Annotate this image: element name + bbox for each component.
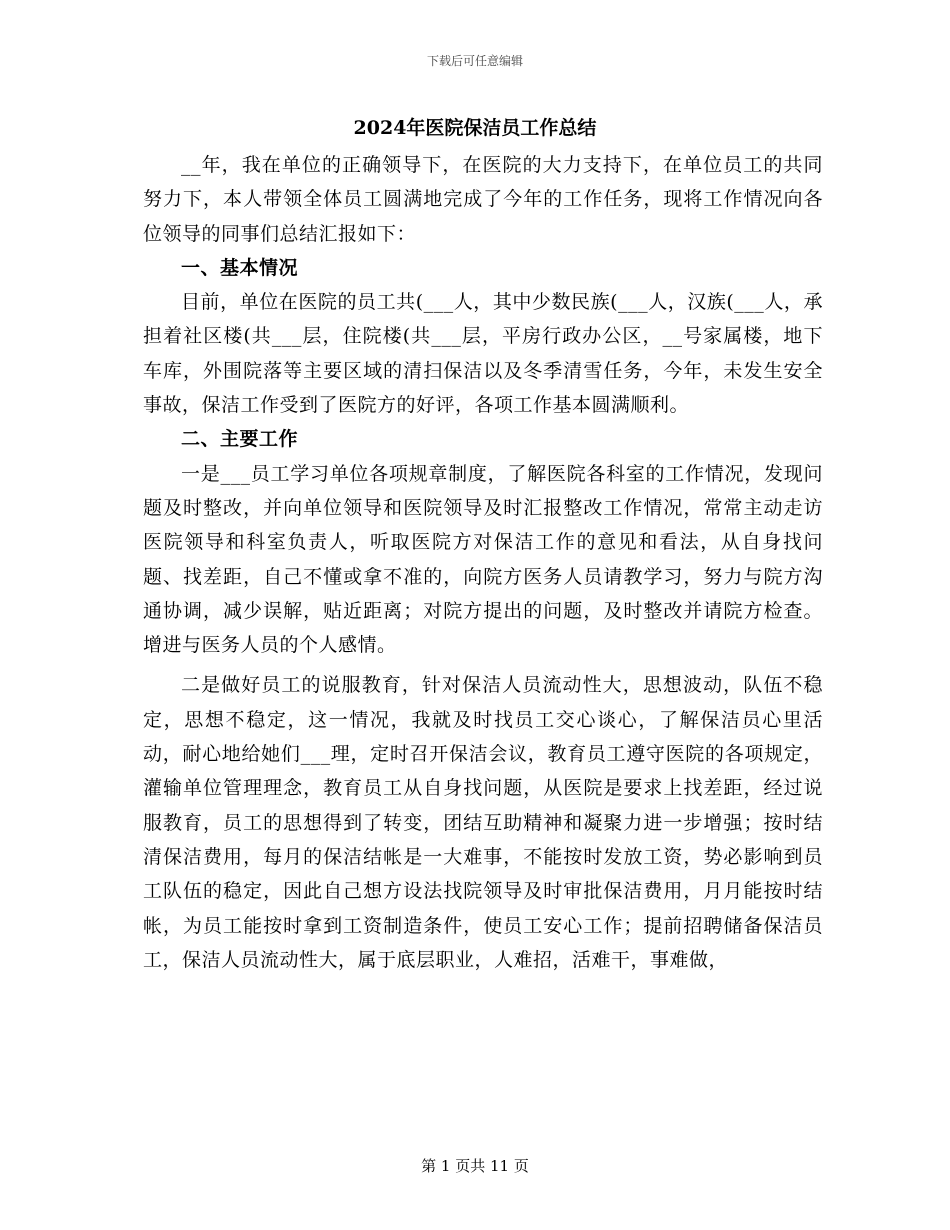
header-note: 下载后可任意编辑 <box>426 54 523 68</box>
document-title: 2024年医院保洁员工作总结 <box>353 117 597 139</box>
basic-situation-paragraph: 目前，单位在医院的员工共(___人，其中少数民族(___人，汉族(___人，承担着社区楼(共___层，住院楼(共___层，平房行政办公区，__号家属楼，地下车库，外围院落等主要区域的清扫保洁以及冬季清雪任务，今年，未发生安全事故，保洁工作受到了医院方的好评，各项工作基本圆满顺利。 <box>143 291 823 417</box>
main-work-paragraph-2: 二是做好员工的说服教育，针对保洁人员流动性大，思想波动，队伍不稳定，思想不稳定，这一情况，我就及时找员工交心谈心，了解保洁员心里活动，耐心地给她们___理，定时召开保洁会议，教育员工遵守医院的各项规定，灌输单位管理理念，教育员工从自身找问题，从医院是要求上找差距，经过说服教育，员工的思想得到了转变，团结互助精神和凝聚力进一步增强；按时结清保洁费用，每月的保洁结帐是一大难事，不能按时发放工资，势必影响到员工队伍的稳定，因此自己想方设法找院领导及时审批保洁费用，月月能按时结帐，为员工能按时拿到工资制造条件，使员工安心工作；提前招聘储备保洁员工，保洁人员流动性大，属于底层职业，人难招，活难干，事难做， <box>143 674 823 971</box>
document-body <box>143 148 823 977</box>
intro-paragraph: __年，我在单位的正确领导下，在医院的大力支持下，在单位员工的共同努力下，本人带领全体员工圆满地完成了今年的工作任务，现将工作情况向各位领导的同事们总结汇报如下： <box>143 154 823 245</box>
main-work-paragraph-1: 一是___员工学习单位各项规章制度，了解医院各科室的工作情况，发现问题及时整改，并向单位领导和医院领导及时汇报整改工作情况，常常主动走访医院领导和科室负责人，听取医院方对保洁工作的意见和看法，从自身找问题、找差距，自己不懂或拿不准的，向院方医务人员请教学习，努力与院方沟通协调，减少误解，贴近距离；对院方提出的问题，及时整改并请院方检查。增进与医务人员的个人感情。 <box>143 462 823 657</box>
section-heading-main-work: 二、主要工作 <box>181 428 299 451</box>
page-number: 第 1 页共 11 页 <box>421 1157 529 1175</box>
section-heading-basic: 一、基本情况 <box>181 256 299 279</box>
